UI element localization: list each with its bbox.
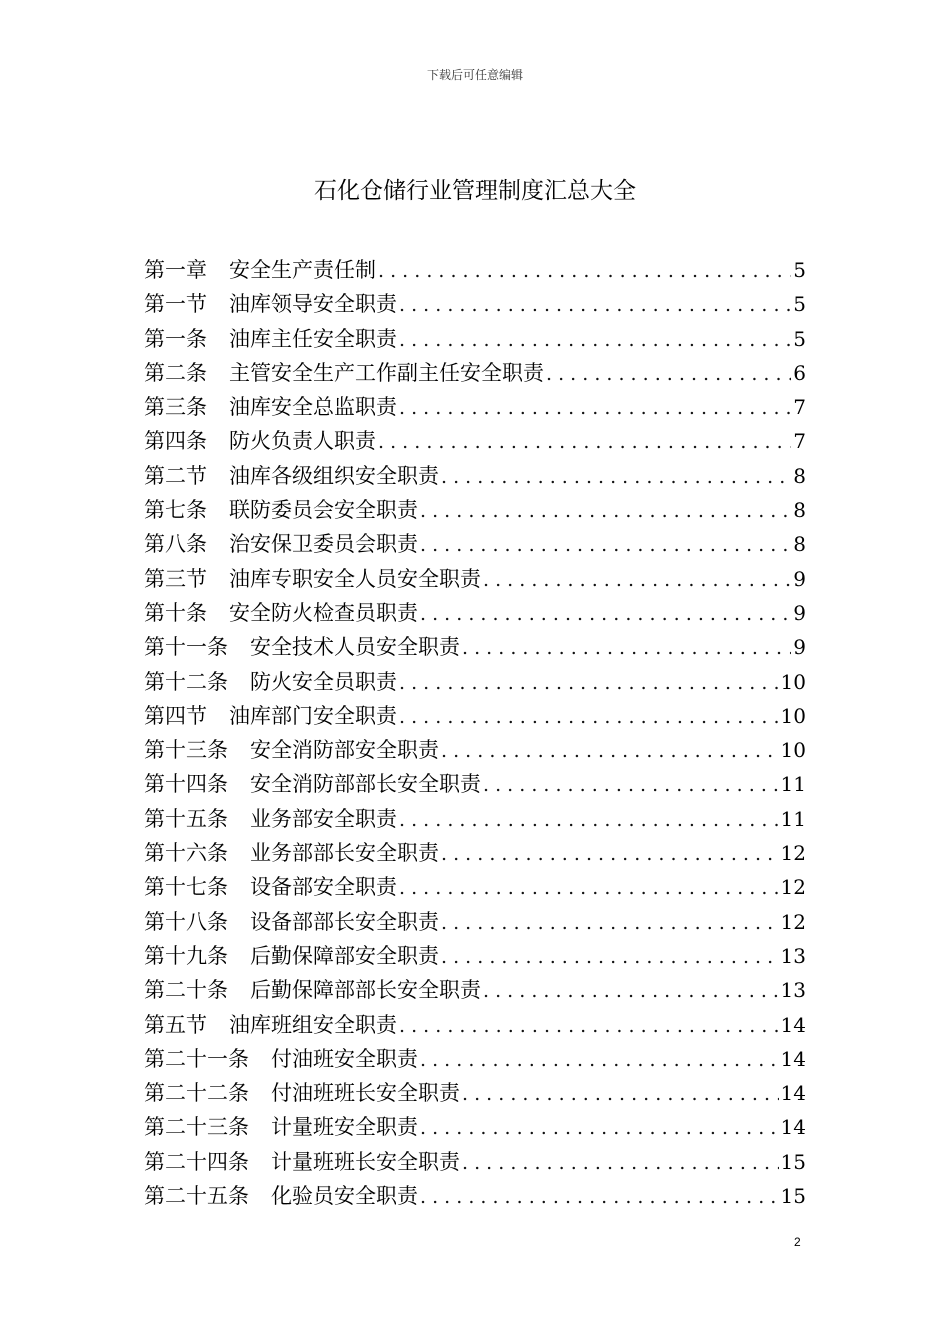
toc-dot-leader: [441, 906, 779, 939]
toc-entry-number: 第二条: [144, 360, 207, 385]
toc-entry-page: 8: [793, 532, 806, 557]
toc-entry-number: 第二十四条: [144, 1149, 249, 1174]
toc-entry-title: 后勤保障部部长安全职责: [250, 978, 481, 1003]
toc-entry-title: 油库专职安全人员安全职责: [229, 566, 481, 591]
toc-entry[interactable]: [144, 870, 806, 904]
toc-entry-title: 付油班班长安全职责: [271, 1081, 460, 1106]
toc-entry-number: 第七条: [144, 498, 207, 523]
toc-entry[interactable]: [144, 596, 806, 630]
toc-entry-number: 第二节: [144, 463, 207, 488]
toc-dot-leader: [441, 940, 779, 973]
toc-entry-title: 安全消防部部长安全职责: [250, 772, 481, 797]
toc-entry-number: 第十七条: [144, 875, 228, 900]
toc-dot-leader: [378, 425, 791, 458]
toc-entry-page: 5: [793, 258, 806, 282]
header-note: 下载后可任意编辑: [426, 68, 523, 82]
toc-entry[interactable]: [144, 356, 806, 390]
toc-entry-page: 8: [793, 498, 806, 523]
toc-entry-page: 14: [780, 1081, 806, 1106]
document-title: 石化仓储行业管理制度汇总大全: [314, 178, 636, 204]
toc-entry-title: 后勤保障部安全职责: [250, 943, 439, 968]
toc-entry[interactable]: [144, 665, 806, 699]
toc-entry-title: 油库领导安全职责: [229, 292, 397, 317]
toc-dot-leader: [420, 1180, 779, 1213]
toc-dot-leader: [399, 391, 791, 424]
toc-entry-title: 防火安全员职责: [250, 669, 397, 694]
toc-entry-number: 第二十条: [144, 978, 228, 1003]
toc-entry[interactable]: [144, 1008, 806, 1042]
toc-entry[interactable]: [144, 322, 806, 356]
toc-dot-leader: [483, 768, 779, 801]
toc-entry-page: 14: [780, 1115, 806, 1140]
toc-entry-title: 付油班安全职责: [271, 1046, 418, 1071]
toc-entry[interactable]: [144, 390, 806, 424]
toc-entry-number: 第十三条: [144, 738, 228, 763]
toc-entry-number: 第二十五条: [144, 1184, 249, 1209]
toc-entry-number: 第十九条: [144, 943, 228, 968]
toc-entry[interactable]: [144, 767, 806, 801]
toc-entry-page: 8: [793, 463, 806, 488]
toc-entry-number: 第十条: [144, 600, 207, 625]
toc-entry[interactable]: [144, 424, 806, 458]
toc-entry-number: 第十八条: [144, 909, 228, 934]
toc-entry-title: 油库各级组织安全职责: [229, 463, 439, 488]
toc-entry-page: 15: [780, 1149, 806, 1174]
toc-dot-leader: [441, 734, 779, 767]
toc-dot-leader: [483, 563, 791, 596]
toc-entry-page: 10: [780, 738, 806, 763]
toc-entry-page: 14: [780, 1012, 806, 1037]
toc-entry-title: 油库主任安全职责: [229, 326, 397, 351]
toc-dot-leader: [378, 254, 791, 287]
toc-entry[interactable]: [144, 1145, 806, 1179]
toc-entry-title: 安全防火检查员职责: [229, 600, 418, 625]
toc-entry[interactable]: [144, 1179, 806, 1213]
toc-entry-number: 第一节: [144, 292, 207, 317]
toc-entry[interactable]: [144, 939, 806, 973]
toc-dot-leader: [546, 357, 791, 390]
toc-entry-number: 第二十一条: [144, 1046, 249, 1071]
toc-entry-number: 第八条: [144, 532, 207, 557]
toc-entry-page: 14: [780, 1046, 806, 1071]
toc-dot-leader: [420, 597, 791, 630]
toc-entry-page: 7: [793, 429, 806, 454]
toc-entry-page: 13: [780, 943, 806, 968]
toc-entry[interactable]: [144, 527, 806, 561]
toc-entry-number: 第三条: [144, 395, 207, 420]
toc-entry[interactable]: [144, 630, 806, 664]
toc-entry[interactable]: [144, 905, 806, 939]
toc-entry-title: 治安保卫委员会职责: [229, 532, 418, 557]
toc-entry[interactable]: [144, 459, 806, 493]
toc-entry-page: 10: [780, 669, 806, 694]
toc-entry-title: 油库部门安全职责: [229, 703, 397, 728]
toc-dot-leader: [420, 1111, 779, 1144]
toc-entry-number: 第一条: [144, 326, 207, 351]
toc-entry-title: 设备部安全职责: [250, 875, 397, 900]
toc-entry-number: 第十四条: [144, 772, 228, 797]
toc-entry-title: 联防委员会安全职责: [229, 498, 418, 523]
toc-entry-page: 5: [793, 326, 806, 351]
toc-dot-leader: [420, 1043, 779, 1076]
toc-entry-number: 第四条: [144, 429, 207, 454]
toc-entry-page: 9: [793, 635, 806, 660]
toc-entry-title: 安全技术人员安全职责: [250, 635, 460, 660]
toc-entry-number: 第十五条: [144, 806, 228, 831]
toc-entry[interactable]: [144, 733, 806, 767]
toc-entry-page: 9: [793, 600, 806, 625]
toc-entry[interactable]: [144, 493, 806, 527]
toc-entry-title: 安全消防部安全职责: [250, 738, 439, 763]
toc-entry-page: 11: [780, 806, 806, 831]
toc-entry-page: 5: [793, 292, 806, 317]
toc-entry-number: 第二十三条: [144, 1115, 249, 1140]
toc-entry-page: 9: [793, 566, 806, 591]
toc-entry[interactable]: [144, 836, 806, 870]
toc-entry[interactable]: [144, 973, 806, 1007]
toc-entry-title: 设备部部长安全职责: [250, 909, 439, 934]
toc-entry[interactable]: [144, 253, 806, 287]
toc-entry[interactable]: [144, 562, 806, 596]
toc-dot-leader: [420, 494, 791, 527]
toc-entry-number: 第三节: [144, 566, 207, 591]
toc-entry-title: 防火负责人职责: [229, 429, 376, 454]
toc-entry-number: 第二十二条: [144, 1081, 249, 1106]
toc-entry[interactable]: [144, 699, 806, 733]
toc-entry-title: 化验员安全职责: [271, 1184, 418, 1209]
toc-entry[interactable]: [144, 1110, 806, 1144]
toc-entry-number: 第一章: [144, 258, 207, 282]
table-of-contents: [144, 253, 806, 1213]
page-number: 2: [794, 1235, 801, 1249]
toc-entry-page: 12: [780, 841, 806, 866]
toc-entry-number: 第十二条: [144, 669, 228, 694]
toc-dot-leader: [399, 803, 779, 836]
toc-entry-page: 12: [780, 909, 806, 934]
toc-entry-title: 油库安全总监职责: [229, 395, 397, 420]
toc-entry-page: 12: [780, 875, 806, 900]
toc-dot-leader: [462, 1146, 779, 1179]
toc-dot-leader: [441, 837, 779, 870]
toc-entry-page: 6: [793, 360, 806, 385]
toc-dot-leader: [399, 1009, 779, 1042]
toc-entry-number: 第十一条: [144, 635, 228, 660]
toc-dot-leader: [399, 323, 791, 356]
toc-entry-title: 计量班班长安全职责: [271, 1149, 460, 1174]
toc-entry-title: 计量班安全职责: [271, 1115, 418, 1140]
toc-entry-title: 业务部部长安全职责: [250, 841, 439, 866]
toc-dot-leader: [399, 700, 779, 733]
toc-entry[interactable]: [144, 802, 806, 836]
toc-entry-page: 10: [780, 703, 806, 728]
toc-entry-title: 安全生产责任制: [229, 258, 376, 282]
toc-dot-leader: [441, 460, 791, 493]
toc-entry[interactable]: [144, 1076, 806, 1110]
toc-entry-number: 第四节: [144, 703, 207, 728]
toc-entry-number: 第十六条: [144, 841, 228, 866]
toc-entry-title: 油库班组安全职责: [229, 1012, 397, 1037]
toc-entry-title: 主管安全生产工作副主任安全职责: [229, 360, 544, 385]
toc-entry[interactable]: [144, 287, 806, 321]
toc-dot-leader: [420, 528, 791, 561]
toc-dot-leader: [462, 631, 791, 664]
toc-entry-title: 业务部安全职责: [250, 806, 397, 831]
toc-dot-leader: [399, 666, 779, 699]
toc-dot-leader: [399, 288, 791, 321]
toc-dot-leader: [462, 1077, 779, 1110]
toc-entry-number: 第五节: [144, 1012, 207, 1037]
toc-entry-page: 15: [780, 1184, 806, 1209]
toc-entry-page: 11: [780, 772, 806, 797]
toc-entry[interactable]: [144, 1042, 806, 1076]
toc-dot-leader: [483, 974, 779, 1007]
toc-dot-leader: [399, 871, 779, 904]
toc-entry-page: 7: [793, 395, 806, 420]
toc-entry-page: 13: [780, 978, 806, 1003]
